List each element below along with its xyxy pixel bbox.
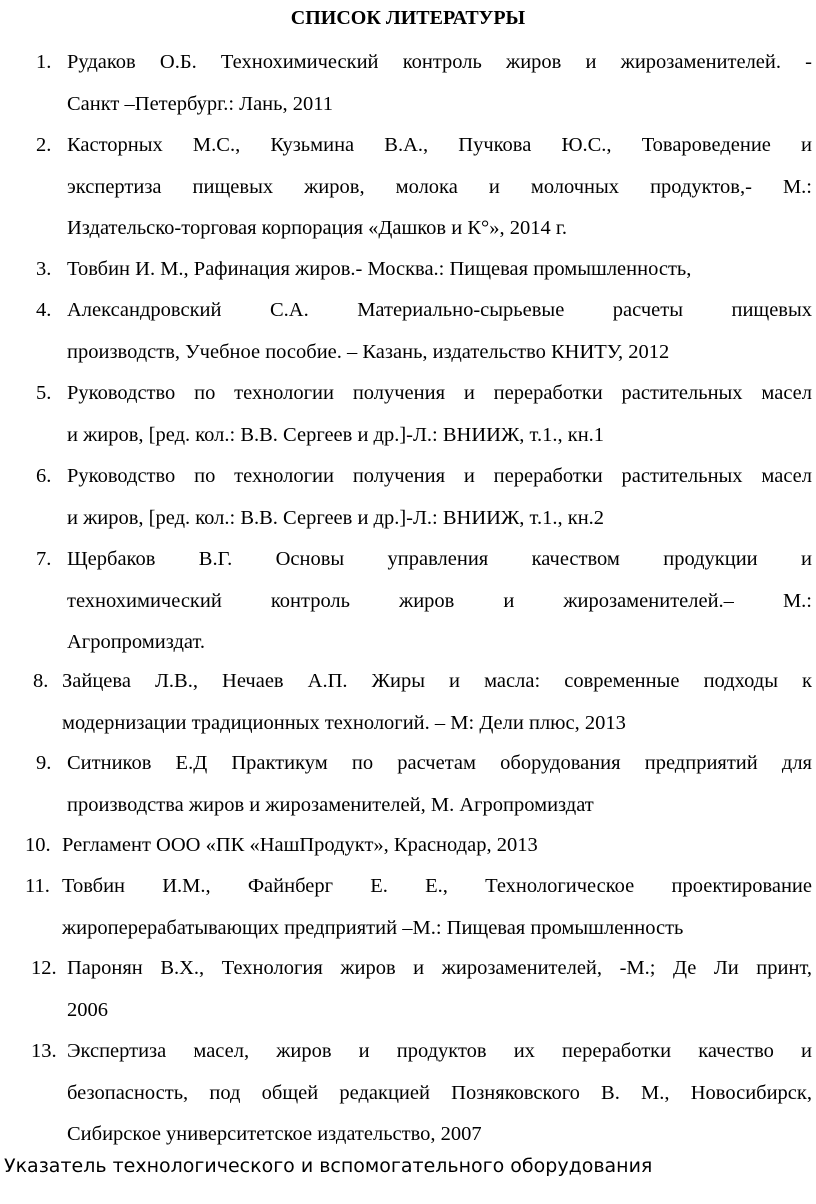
reference-item [36, 539, 812, 664]
reference-line: безопасность, под общей редакцией Позняковского В. М., Новосибирск, [67, 1081, 812, 1104]
reference-line: Рудаков О.Б. Технохимический контроль жиров и жирозаменителей. - [67, 51, 812, 73]
reference-line: Паронян В.Х., Технология жиров и жирозаменителей, -М.; Де Ли принт, [67, 957, 812, 979]
reference-item [36, 743, 812, 826]
reference-line: Александровский С.А. Материально-сырьевые расчеты пищевых [67, 299, 812, 321]
reference-line: жироперерабатывающих предприятий –М.: Пищевая промышленность [62, 916, 684, 939]
reference-text [67, 249, 812, 291]
reference-text [67, 743, 812, 826]
reference-line: Руководство по технологии получения и переработки растительных масел [67, 382, 812, 404]
page-title: СПИСОК ЛИТЕРАТУРЫ [290, 7, 526, 29]
reference-item [36, 373, 812, 456]
reference-line: производства жиров и жирозаменителей, М. Агропромиздат [67, 793, 594, 816]
reference-line: и жиров, [ред. кол.: В.В. Сергеев и др.]-Л.: ВНИИЖ, т.1., кн.2 [67, 506, 605, 529]
reference-line: модернизации традиционных технологий. – М: Дели плюс, 2013 [62, 711, 626, 734]
reference-item [36, 42, 812, 125]
reference-line: Касторных М.С., Кузьмина В.А., Пучкова Ю.С., Товароведение и [67, 134, 812, 156]
reference-text [67, 539, 812, 664]
reference-line: Товбин И. М., Рафинация жиров.- Москва.: Пищевая промышленность, [67, 258, 692, 280]
reference-text [62, 825, 812, 867]
reference-item [33, 661, 812, 744]
reference-line: Сибирское университетское издательство, 2007 [67, 1123, 482, 1145]
reference-number: 6. [36, 465, 52, 487]
reference-item [36, 456, 812, 539]
reference-number: 9. [36, 752, 52, 774]
reference-item [25, 825, 812, 867]
reference-line: Руководство по технологии получения и переработки растительных масел [67, 465, 812, 487]
reference-item [25, 866, 812, 949]
reference-text [67, 125, 812, 250]
reference-line: Экспертиза масел, жиров и продуктов их переработки качество и [67, 1040, 812, 1062]
reference-item [31, 1031, 812, 1156]
reference-line: и жиров, [ред. кол.: В.В. Сергеев и др.]-Л.: ВНИИЖ, т.1., кн.1 [67, 423, 605, 446]
reference-number: 2. [36, 134, 52, 156]
reference-line: Регламент ООО «ПК «НашПродукт», Краснодар, 2013 [62, 834, 538, 856]
reference-number: 11. [25, 875, 50, 897]
reference-line: производств, Учебное пособие. – Казань, издательство КНИТУ, 2012 [67, 340, 670, 363]
reference-item [36, 249, 812, 291]
reference-number: 5. [36, 382, 52, 404]
reference-line: Ситников Е.Д Практикум по расчетам оборудования предприятий для [67, 752, 812, 774]
reference-line: 2006 [67, 998, 108, 1021]
reference-line: Зайцева Л.В., Нечаев А.П. Жиры и масла: современные подходы к [62, 670, 812, 692]
reference-number: 8. [33, 670, 49, 692]
reference-number: 10. [25, 834, 51, 856]
reference-text [67, 1031, 812, 1156]
footer-heading: Указатель технологического и вспомогательного оборудования [4, 1155, 653, 1177]
reference-number: 7. [36, 548, 52, 570]
reference-item [36, 290, 812, 373]
reference-number: 3. [36, 258, 52, 280]
reference-number: 4. [36, 299, 52, 321]
reference-text [67, 373, 812, 456]
reference-text [67, 290, 812, 373]
reference-text [67, 456, 812, 539]
reference-line: Издательско-торговая корпорация «Дашков и К°», 2014 г. [67, 217, 568, 239]
reference-line: экспертиза пищевых жиров, молока и молочных продуктов,- М.: [67, 175, 812, 198]
reference-line: Агропромиздат. [67, 631, 206, 653]
reference-number: 13. [31, 1040, 57, 1062]
reference-line: Санкт –Петербург.: Лань, 2011 [67, 92, 333, 115]
reference-line: технохимический контроль жиров и жирозаменителей.– М.: [67, 589, 812, 612]
reference-text [67, 948, 812, 1031]
reference-item [31, 948, 812, 1031]
reference-line: Товбин И.М., Файнберг Е. Е., Технологическое проектирование [62, 875, 812, 897]
reference-item [36, 125, 812, 250]
reference-text [62, 866, 812, 949]
reference-line: Щербаков В.Г. Основы управления качеством продукции и [67, 548, 812, 570]
reference-number: 1. [36, 51, 52, 73]
reference-number: 12. [31, 957, 57, 979]
reference-text [62, 661, 812, 744]
reference-text [67, 42, 812, 125]
